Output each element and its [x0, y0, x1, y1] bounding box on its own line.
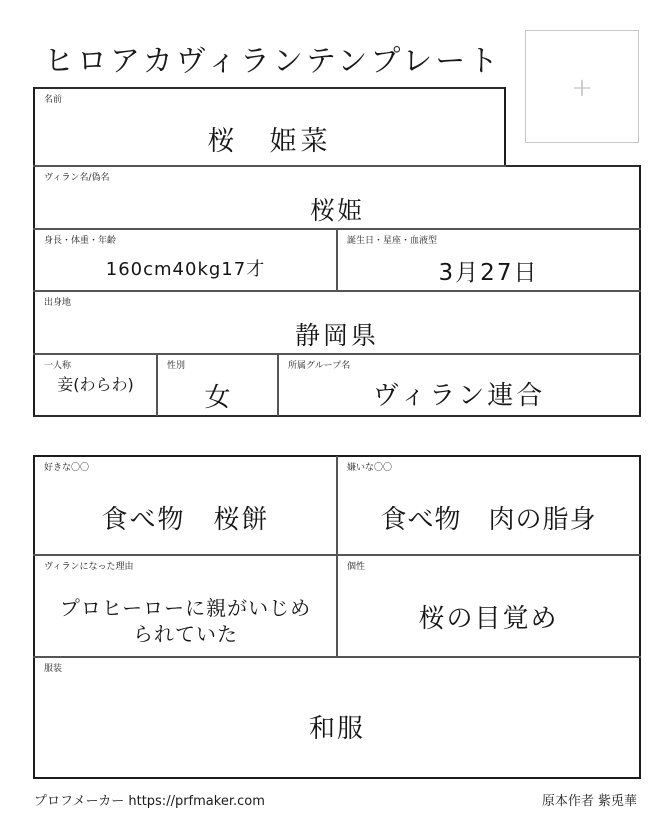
clothing-field[interactable]: [35, 658, 639, 777]
quirk-field[interactable]: [338, 556, 639, 656]
dislikes-value: 食べ物 肉の脂身: [380, 505, 597, 535]
likes-value: 食べ物 桜餅: [101, 505, 270, 535]
name-field[interactable]: [35, 89, 504, 165]
plus-icon: +: [571, 73, 593, 103]
gender-field[interactable]: [158, 355, 277, 415]
likes-label: 好きな〇〇: [44, 463, 90, 473]
footer-credit: 原本作者 紫兎華: [541, 794, 637, 809]
photo-upload-box[interactable]: [525, 30, 639, 143]
hometown-field[interactable]: [35, 292, 639, 353]
dislikes-field[interactable]: [338, 457, 639, 554]
body-stats-value: 160cm40kg17才: [105, 259, 266, 280]
gender-value: 女: [204, 383, 231, 413]
likes-field[interactable]: [35, 457, 336, 554]
name-label: 名前: [44, 95, 63, 105]
name-value: 桜 姫菜: [207, 126, 332, 157]
villain-name-label: ヴィラン名/偽名: [44, 173, 110, 183]
frame-bottom-line: [33, 415, 641, 417]
pronoun-field[interactable]: [35, 355, 156, 415]
birthday-value: 3月27日: [438, 260, 539, 286]
hometown-value: 静岡県: [294, 321, 379, 350]
group-value: ヴィラン連合: [372, 381, 546, 411]
villain-name-value: 桜姫: [309, 196, 364, 225]
villain-reason-label: ヴィランになった理由: [44, 562, 134, 572]
villain-reason-line2: られていた: [133, 622, 238, 646]
gender-label: 性別: [167, 361, 186, 371]
clothing-label: 服装: [44, 664, 63, 674]
group-field[interactable]: [279, 355, 639, 415]
hometown-label: 出身地: [44, 298, 72, 308]
template-title: ヒロアカヴィランテンプレート: [44, 44, 502, 79]
body-stats-label: 身長・体重・年齢: [44, 236, 117, 246]
dislikes-label: 嫌いな〇〇: [347, 463, 393, 473]
birthday-label: 誕生日・星座・血液型: [347, 236, 438, 246]
pronoun-label: 一人称: [44, 361, 72, 371]
villain-reason-field[interactable]: [35, 556, 336, 656]
villain-name-field[interactable]: [35, 167, 639, 228]
birthday-field[interactable]: [338, 230, 639, 290]
footer-site-link[interactable]: プロフメーカー https://prfmaker.com: [34, 794, 265, 809]
quirk-label: 個性: [347, 562, 366, 572]
body-stats-field[interactable]: [35, 230, 336, 290]
quirk-value: 桜の目覚め: [418, 604, 559, 634]
frame-notch-line: [504, 87, 506, 167]
clothing-value: 和服: [308, 714, 365, 744]
villain-reason-line1: プロヒーローに親がいじめ: [59, 596, 312, 620]
pronoun-value: 妾(わらわ): [57, 375, 134, 394]
group-label: 所属グループ名: [288, 361, 351, 371]
